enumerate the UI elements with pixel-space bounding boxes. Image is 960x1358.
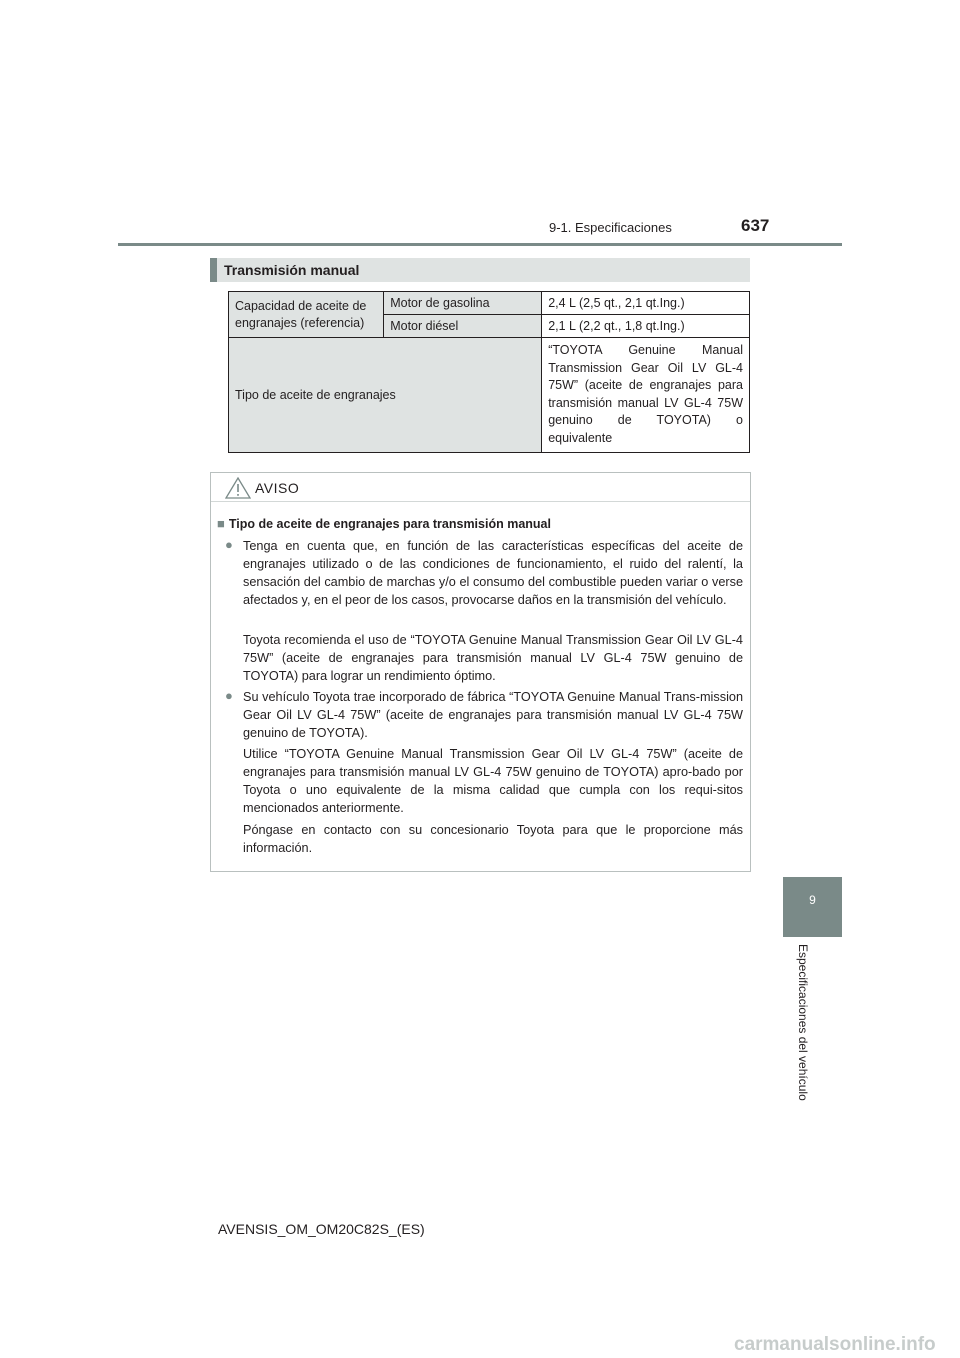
table-row: [229, 292, 750, 315]
warning-item: Utilice “TOYOTA Genuine Manual Transmission Gear Oil LV GL-4 75W” (aceite de engranajes para transmisión manual LV GL-4 75W genuino de TOYOTA) apro-bado por Toyota o uno equivalente de la misma calidad que cumpla con los requi-sitos mencionados anteriormente.: [243, 747, 743, 815]
oil-type-label-cell: Tipo de aceite de engranajes: [229, 338, 542, 453]
warning-item: Póngase en contacto con su concesionario Toyota para que le proporcione más información.: [243, 823, 743, 855]
chapter-tab-number: 9: [809, 893, 816, 907]
engine-cell: Motor diésel: [384, 315, 542, 338]
square-bullet-icon: ■: [217, 516, 225, 531]
specs-table: [228, 291, 750, 453]
header-section-title: 9-1. Especificaciones: [549, 220, 672, 235]
warning-header: [211, 473, 750, 502]
warning-item: Tenga en cuenta que, en función de las características específicas del aceite de engranajes utilizado o de las condiciones de funcionamiento, el ruido del ralentí, la sensación del cambio de marchas y/o el consumo del combustible pueden variar o verse afectados y, en el peor de los casos, provocarse daños en la transmisión del vehículo.: [243, 539, 743, 607]
table-row: [229, 338, 750, 453]
oil-type-value-cell: “TOYOTA Genuine Manual Transmission Gear Oil LV GL-4 75W” (aceite de engranajes para transmisión manual LV GL-4 75W genuino de TOYOTA) o equivalente: [542, 338, 750, 453]
warning-subtitle: ■ Tipo de aceite de engranajes para transmisión manual: [217, 516, 551, 531]
chapter-tab: [783, 877, 842, 937]
value-cell: 2,1 L (2,2 qt., 1,8 qt.Ing.): [542, 315, 750, 338]
engine-cell: Motor de gasolina: [384, 292, 542, 315]
warning-box: [210, 472, 751, 872]
circle-bullet-icon: ●: [225, 537, 233, 552]
circle-bullet-icon: ●: [225, 688, 233, 703]
warning-triangle-icon: [225, 477, 251, 499]
value-cell: 2,4 L (2,5 qt., 2,1 qt.Ing.): [542, 292, 750, 315]
header-divider: [118, 243, 842, 246]
warning-item: Su vehículo Toyota trae incorporado de fábrica “TOYOTA Genuine Manual Trans-mission Gear Oil LV GL-4 75W” (aceite de engranajes para transmisión manual LV GL-4 75W genuino de TOYOTA).: [243, 690, 743, 740]
warning-item: Toyota recomienda el uso de “TOYOTA Genuine Manual Transmission Gear Oil LV GL-4 75W” (aceite de engranajes para transmisión manual LV GL-4 75W genuino de TOYOTA) para lograr un rendimiento óptimo.: [243, 633, 743, 683]
chapter-tab-label: Especificaciones del vehículo: [796, 944, 810, 1101]
watermark: carmanualsonline.info: [734, 1334, 936, 1355]
section-title: Transmisión manual: [224, 262, 360, 278]
document-code: AVENSIS_OM_OM20C82S_(ES): [218, 1221, 425, 1237]
section-heading-accent: [210, 258, 217, 282]
page-number: 637: [741, 216, 770, 235]
capacity-label-cell: Capacidad de aceite de engranajes (referencia): [229, 292, 384, 338]
warning-title: AVISO: [255, 480, 300, 496]
section-heading-bar: [210, 258, 750, 282]
